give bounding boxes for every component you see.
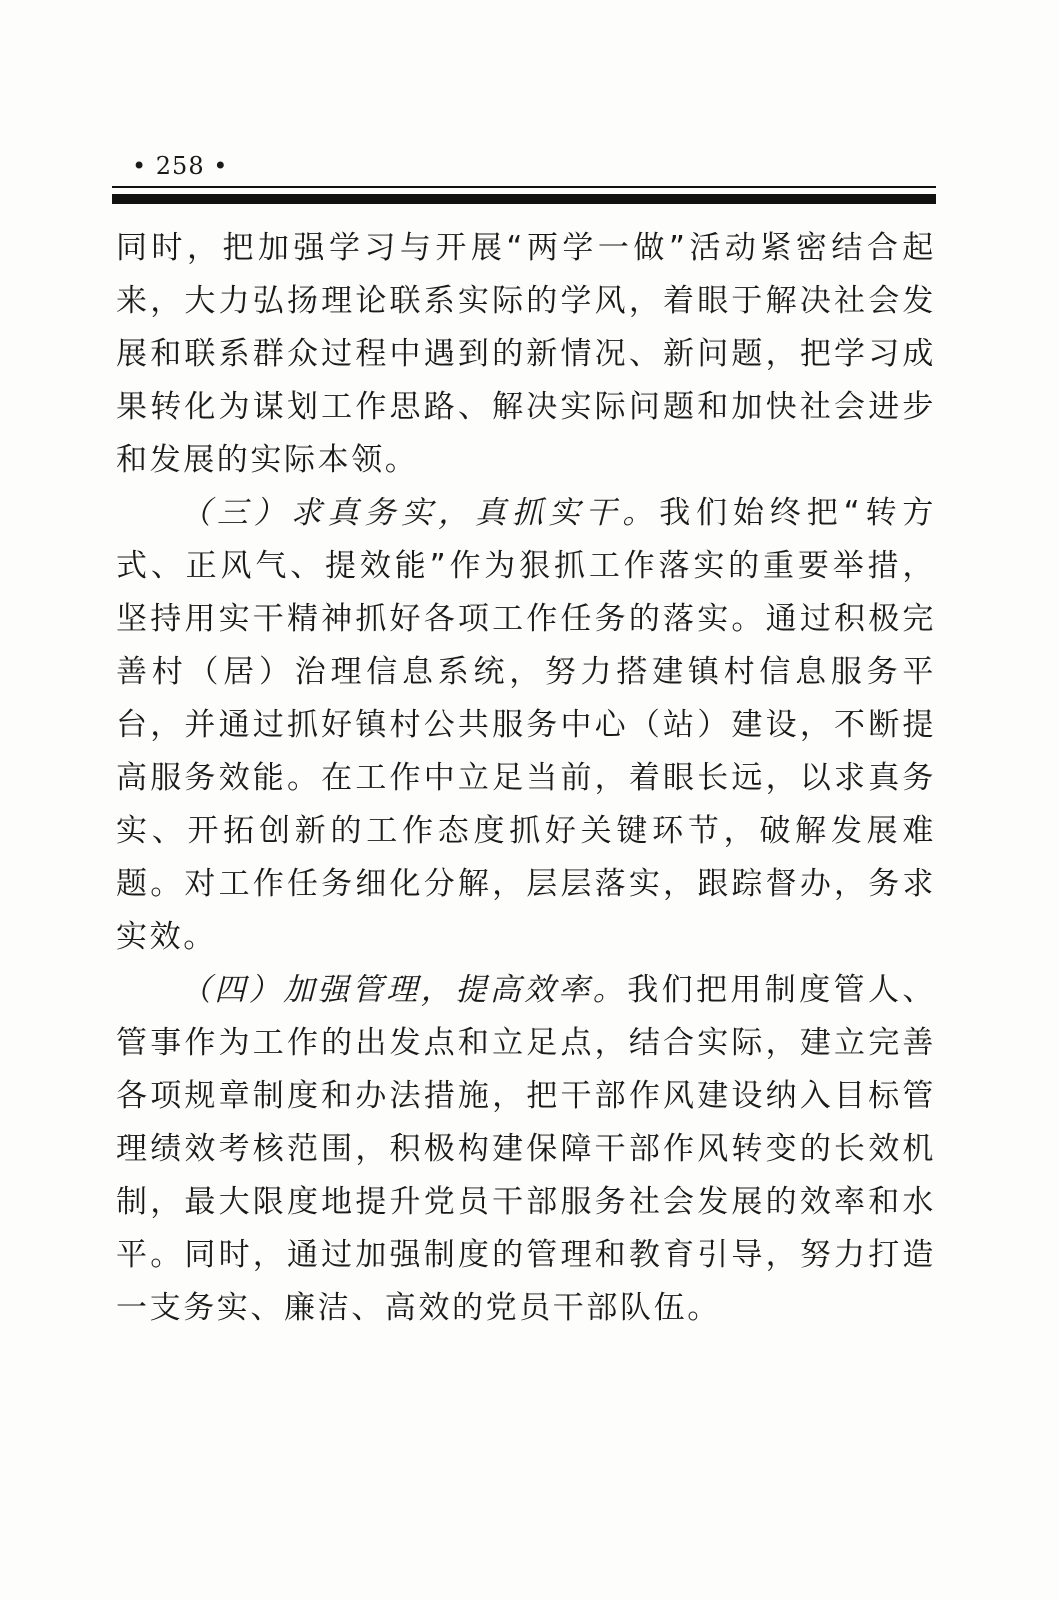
- paragraph-3-lead: （四）加强管理，提高效率。: [180, 972, 628, 1008]
- header-rule-thick: [112, 194, 936, 204]
- paragraph-2-lead: （三）求真务实，真抓实干。: [180, 495, 660, 531]
- paragraph-1: [116, 222, 936, 487]
- paragraph-3: [116, 964, 936, 1335]
- header-rule-thin: [112, 186, 936, 188]
- paragraph-2: [116, 487, 936, 964]
- page-number: • 258 •: [132, 152, 229, 180]
- paragraph-3-text: 我们把用制度管人、管事作为工作的出发点和立足点，结合实际，建立完善各项规章制度和办法措施，把干部作风建设纳入目标管理绩效考核范围，积极构建保障干部作风转变的长效机制，最大限度地提升党员干部服务社会发展的效率和水平。同时，通过加强制度的管理和教育引导，努力打造一支务实、廉洁、高效的党员干部队伍。: [116, 972, 936, 1326]
- page-header: [112, 150, 936, 184]
- paragraph-1-text: 同时，把加强学习与开展“两学一做”活动紧密结合起来，大力弘扬理论联系实际的学风，着眼于解决社会发展和联系群众过程中遇到的新情况、新问题，把学习成果转化为谋划工作思路、解决实际问题和加快社会进步和发展的实际本领。: [116, 230, 936, 478]
- body-text: [116, 222, 936, 1335]
- paragraph-2-text: 我们始终把“转方式、正风气、提效能”作为狠抓工作落实的重要举措，坚持用实干精神抓好各项工作任务的落实。通过积极完善村（居）治理信息系统，努力搭建镇村信息服务平台，并通过抓好镇村公共服务中心（站）建设，不断提高服务效能。在工作中立足当前，着眼长远，以求真务实、开拓创新的工作态度抓好关键环节，破解发展难题。对工作任务细化分解，层层落实，跟踪督办，务求实效。: [116, 495, 936, 955]
